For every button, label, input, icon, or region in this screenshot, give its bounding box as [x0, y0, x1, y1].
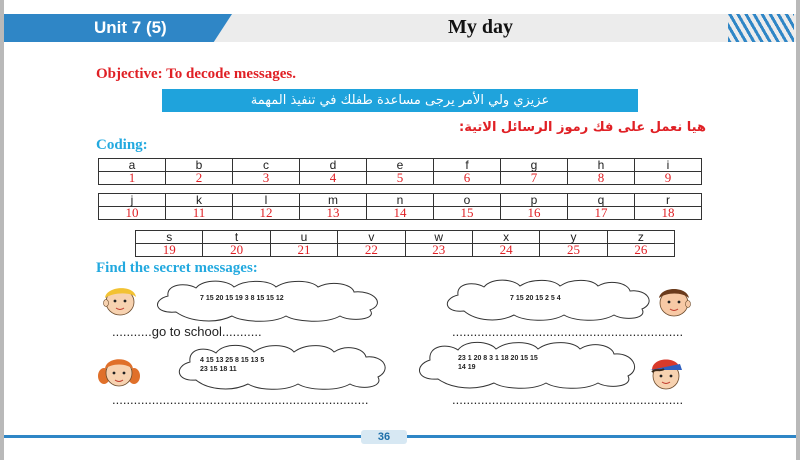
- number-cell: 25: [540, 244, 607, 257]
- number-cell: 7: [501, 172, 568, 185]
- number-cell: 21: [270, 244, 337, 257]
- letter-cell: r: [635, 194, 702, 207]
- cloud-code-4: [458, 354, 538, 372]
- number-cell: 4: [300, 172, 367, 185]
- code-table-row3: [135, 230, 675, 257]
- letter-cell: a: [99, 159, 166, 172]
- letter-cell: f: [434, 159, 501, 172]
- coding-label: Coding:: [96, 137, 148, 153]
- number-cell: 14: [367, 207, 434, 220]
- answer-line-3: .......................................................................: [112, 392, 369, 407]
- arabic-instruction: هيا نعمل على فك رموز الرسائل الاتية:: [459, 120, 706, 135]
- objective-label: Objective:: [96, 66, 163, 82]
- letter-cell: v: [338, 231, 405, 244]
- number-cell: 18: [635, 207, 702, 220]
- code-table-row1: [98, 158, 702, 185]
- numbers-row: [99, 207, 702, 220]
- letter-cell: e: [367, 159, 434, 172]
- letter-cell: d: [300, 159, 367, 172]
- letter-cell: b: [166, 159, 233, 172]
- numbers-row: [99, 172, 702, 185]
- girl-face-icon: [96, 352, 142, 390]
- number-cell: 5: [367, 172, 434, 185]
- letter-cell: x: [472, 231, 539, 244]
- number-cell: 6: [434, 172, 501, 185]
- number-cell: 20: [203, 244, 270, 257]
- answer-line-2: ................................................................: [452, 324, 684, 339]
- number-cell: 26: [607, 244, 674, 257]
- numbers-row: [136, 244, 675, 257]
- number-cell: 11: [166, 207, 233, 220]
- answer-line-1: ...........go to school...........: [112, 324, 262, 339]
- cloud-code-3-line1: 4 15 13 25 8 15 13 5: [200, 357, 265, 364]
- code-table-row2: [98, 193, 702, 220]
- number-cell: 9: [635, 172, 702, 185]
- boy-face-icon: [652, 284, 696, 318]
- number-cell: 24: [472, 244, 539, 257]
- cloud-code-3-line2: 23 15 18 11: [200, 366, 237, 373]
- cloud-code-4-line2: 14 19: [458, 364, 476, 371]
- answer-line-4: ................................................................: [452, 392, 684, 407]
- number-cell: 15: [434, 207, 501, 220]
- number-cell: 12: [233, 207, 300, 220]
- letter-cell: i: [635, 159, 702, 172]
- objective: [96, 66, 296, 83]
- number-cell: 8: [568, 172, 635, 185]
- letter-cell: o: [434, 194, 501, 207]
- objective-text: To decode messages.: [166, 66, 296, 82]
- boy-cap-face-icon: [644, 352, 688, 392]
- letter-cell: y: [540, 231, 607, 244]
- number-cell: 16: [501, 207, 568, 220]
- page-title: My day: [448, 16, 513, 38]
- number-cell: 19: [136, 244, 203, 257]
- letter-cell: h: [568, 159, 635, 172]
- boy-face-icon: [98, 283, 144, 317]
- number-cell: 22: [338, 244, 405, 257]
- letter-cell: c: [233, 159, 300, 172]
- letter-cell: w: [405, 231, 472, 244]
- cloud-code-2: 7 15 20 15 2 5 4: [510, 295, 561, 302]
- letter-cell: u: [270, 231, 337, 244]
- parent-note-box: عزيزي ولي الأمر يرجى مساعدة طفلك في تنفيذ المهمة: [162, 89, 638, 112]
- header-stripes: [728, 14, 794, 42]
- page-frame-left: [0, 0, 4, 460]
- secret-messages-label: Find the secret messages:: [96, 260, 258, 276]
- page-frame-right: [796, 0, 800, 460]
- number-cell: 10: [99, 207, 166, 220]
- number-cell: 2: [166, 172, 233, 185]
- letter-cell: l: [233, 194, 300, 207]
- letters-row: [136, 231, 675, 244]
- number-cell: 17: [568, 207, 635, 220]
- number-cell: 3: [233, 172, 300, 185]
- letter-cell: n: [367, 194, 434, 207]
- number-cell: 13: [300, 207, 367, 220]
- letter-cell: g: [501, 159, 568, 172]
- page-number: 36: [361, 430, 407, 444]
- letter-cell: j: [99, 194, 166, 207]
- letter-cell: s: [136, 231, 203, 244]
- letter-cell: p: [501, 194, 568, 207]
- letter-cell: m: [300, 194, 367, 207]
- letter-cell: q: [568, 194, 635, 207]
- letter-cell: k: [166, 194, 233, 207]
- letter-cell: t: [203, 231, 270, 244]
- unit-label: Unit 7 (5): [94, 18, 167, 37]
- cloud-code-1: 7 15 20 15 19 3 8 15 15 12: [200, 295, 284, 302]
- number-cell: 1: [99, 172, 166, 185]
- cloud-code-3: [200, 356, 264, 374]
- number-cell: 23: [405, 244, 472, 257]
- cloud-code-4-line1: 23 1 20 8 3 1 18 20 15 15: [458, 355, 538, 362]
- letter-cell: z: [607, 231, 674, 244]
